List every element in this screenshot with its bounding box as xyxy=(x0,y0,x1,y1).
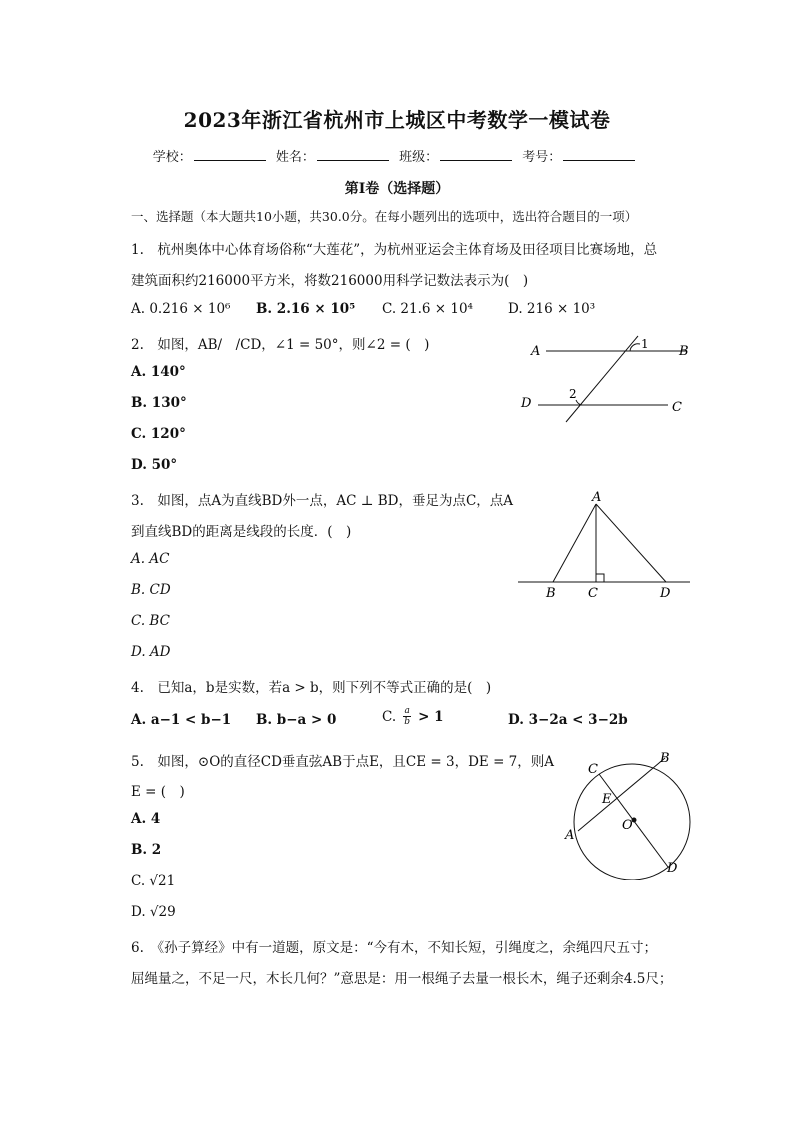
exam-no-label: 考号： xyxy=(522,150,562,165)
q3-option-b: B. CD xyxy=(131,582,171,598)
label-d: D xyxy=(521,396,532,411)
label-c: C xyxy=(588,586,598,601)
q5-option-b: B. 2 xyxy=(131,842,162,858)
q1-option-b: B. 2.16 × 10⁵ xyxy=(256,301,356,317)
q4-option-c-prefix: C. xyxy=(382,708,397,725)
class-label: 班级： xyxy=(399,150,439,165)
q5-line2: E = ( ) xyxy=(131,784,185,800)
label-b: B xyxy=(679,344,689,359)
q3-option-a: A. AC xyxy=(131,551,170,567)
label-b: B xyxy=(660,751,670,766)
fraction-denominator: b xyxy=(404,717,410,727)
label-a: A xyxy=(565,828,575,843)
segment-ad xyxy=(596,504,666,582)
class-blank[interactable] xyxy=(440,150,512,161)
q1-line1: 1. 杭州奥体中心体育场俗称“大莲花”，为杭州亚运会主体育场及田径项目比赛场地，总 xyxy=(131,242,658,258)
label-a: A xyxy=(531,344,541,359)
q4-option-d: D. 3−2a < 3−2b xyxy=(508,712,628,728)
q3-line2: 到直线BD的距离是线段的长度．( ) xyxy=(131,524,352,540)
q2-option-c: C. 120° xyxy=(131,426,186,442)
q4-option-c-fraction xyxy=(403,706,410,727)
label-angle-2: 2 xyxy=(569,387,577,401)
school-blank[interactable] xyxy=(194,150,266,161)
q2-option-d: D. 50° xyxy=(131,457,178,473)
q4-option-b: B. b−a > 0 xyxy=(256,712,337,728)
q3-option-d: D. AD xyxy=(131,644,171,660)
q2-figure-parallel-lines xyxy=(510,330,710,430)
q1-option-d: D. 216 × 10³ xyxy=(508,301,596,317)
q5-figure-circle xyxy=(555,745,705,880)
q4-option-c-suffix: > 1 xyxy=(418,708,444,725)
q1-line2: 建筑面积约216000平方米，将数216000用科学记数法表示为( ) xyxy=(131,273,529,289)
label-angle-1: 1 xyxy=(641,337,649,351)
label-a: A xyxy=(592,490,602,505)
q4-option-c xyxy=(382,706,444,727)
section-title: 第Ⅰ卷（选择题） xyxy=(344,181,450,197)
school-label: 学校： xyxy=(152,150,192,165)
label-b: B xyxy=(546,586,556,601)
segment-ab xyxy=(553,504,596,582)
name-blank[interactable] xyxy=(317,150,389,161)
right-angle-mark xyxy=(596,574,604,582)
q1-option-c: C. 21.6 × 10⁴ xyxy=(382,301,473,317)
exam-title: 2023年浙江省杭州市上城区中考数学一模试卷 xyxy=(183,108,611,132)
label-c: C xyxy=(672,400,682,415)
q5-line1: 5. 如图，⊙O的直径CD垂直弦AB于点E，且CE = 3，DE = 7，则A xyxy=(131,754,555,770)
q3-option-c: C. BC xyxy=(131,613,170,629)
q6-line1: 6. 《孙子算经》中有一道题，原文是：“今有木，不知长短，引绳度之，余绳四尺五寸； xyxy=(131,940,658,956)
q5-option-d: D. √29 xyxy=(131,904,176,920)
q5-option-c: C. √21 xyxy=(131,873,176,889)
label-c: C xyxy=(588,762,598,777)
q5-option-a: A. 4 xyxy=(131,811,161,827)
exam-no-blank[interactable] xyxy=(563,150,635,161)
q3-line1: 3. 如图，点A为直线BD外一点，AC ⊥ BD，垂足为点C，点A xyxy=(131,493,514,509)
label-d: D xyxy=(667,861,678,876)
q1-option-a: A. 0.216 × 10⁶ xyxy=(131,301,231,317)
student-info-line xyxy=(0,146,794,165)
q2-stem: 2. 如图，AB/ /CD，∠1 = 50°，则∠2 = ( ) xyxy=(131,337,430,353)
name-label: 姓名： xyxy=(275,150,315,165)
label-d: D xyxy=(660,586,671,601)
label-o: O xyxy=(622,818,633,833)
q6-line2: 屈绳量之，不足一尺，木长几何？”意思是：用一根绳子去量一根长木，绳子还剩余4.5尺； xyxy=(131,971,673,987)
q4-option-a: A. a−1 < b−1 xyxy=(131,712,232,728)
angle-1-arc xyxy=(630,344,640,351)
fraction-numerator: a xyxy=(404,706,410,716)
q3-figure-triangle xyxy=(510,488,700,603)
q2-option-b: B. 130° xyxy=(131,395,187,411)
q4-stem: 4. 已知a，b是实数，若a > b，则下列不等式正确的是( ) xyxy=(131,680,492,696)
label-e: E xyxy=(602,792,612,807)
transversal-line xyxy=(566,336,638,422)
instructions: 一、选择题（本大题共10小题，共30.0分。在每小题列出的选项中，选出符合题目的一项） xyxy=(131,209,638,224)
q2-option-a: A. 140° xyxy=(131,364,186,380)
